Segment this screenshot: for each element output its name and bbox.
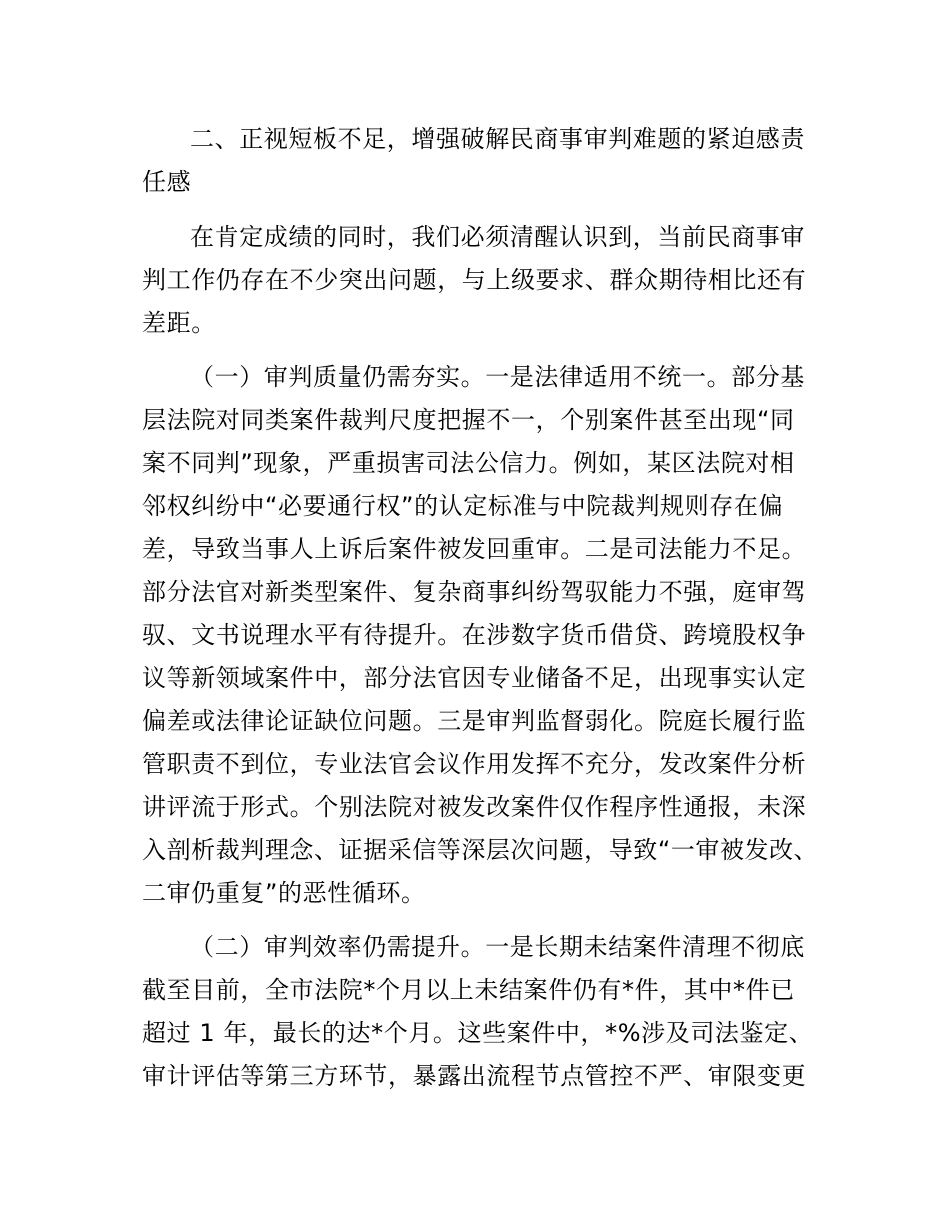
section2-line-4: 审计评估等第三方环节，暴露出流程节点管控不严、审限变更 bbox=[142, 1062, 807, 1090]
section1-line-13: 二审仍重复”的恶性循环。 bbox=[142, 879, 426, 907]
section1-line-4: 邻权纠纷中“必要通行权”的认定标准与中院裁判规则存在偏 bbox=[142, 492, 784, 520]
intro-line-3: 差距。 bbox=[142, 309, 216, 337]
section1-line-12: 入剖析裁判理念、证据采信等深层次问题，导致“一审被发改、 bbox=[142, 836, 819, 864]
section1-line-3: 案不同判”现象，严重损害司法公信力。例如，某区法院对相 bbox=[142, 449, 795, 477]
intro-line-2: 判工作仍存在不少突出问题，与上级要求、群众期待相比还有 bbox=[142, 266, 807, 294]
section1-line-8: 议等新领域案件中，部分法官因专业储备不足，出现事实认定 bbox=[142, 664, 807, 692]
intro-line-1: 在肯定成绩的同时，我们必须清醒认识到，当前民商事审 bbox=[190, 223, 805, 251]
section2-line-2: 截至目前，全市法院*个月以上未结案件仍有*件，其中*件已 bbox=[142, 976, 795, 1004]
section1-line-2: 层法院对同类案件裁判尺度把握不一，个别案件甚至出现“同 bbox=[142, 406, 795, 434]
section1-line-5: 差，导致当事人上诉后案件被发回重审。二是司法能力不足。 bbox=[142, 535, 807, 563]
section1-line-11: 讲评流于形式。个别法院对被发改案件仅作程序性通报，未深 bbox=[142, 793, 807, 821]
section2-line-3: 超过 1 年，最长的达*个月。这些案件中，*%涉及司法鉴定、 bbox=[142, 1019, 814, 1047]
heading-line-2: 任感 bbox=[142, 168, 192, 196]
section2-line-1: （二）审判效率仍需提升。一是长期未结案件清理不彻底 bbox=[190, 933, 805, 961]
section1-line-1: （一）审判质量仍需夯实。一是法律适用不统一。部分基 bbox=[190, 363, 805, 391]
heading-line-1: 二、正视短板不足，增强破解民商事审判难题的紧迫感责 bbox=[190, 125, 805, 153]
section1-line-9: 偏差或法律论证缺位问题。三是审判监督弱化。院庭长履行监 bbox=[142, 707, 807, 735]
section1-line-10: 管职责不到位，专业法官会议作用发挥不充分，发改案件分析 bbox=[142, 750, 807, 778]
section1-line-7: 驭、文书说理水平有待提升。在涉数字货币借贷、跨境股权争 bbox=[142, 621, 807, 649]
section1-line-6: 部分法官对新类型案件、复杂商事纠纷驾驭能力不强，庭审驾 bbox=[142, 578, 807, 606]
